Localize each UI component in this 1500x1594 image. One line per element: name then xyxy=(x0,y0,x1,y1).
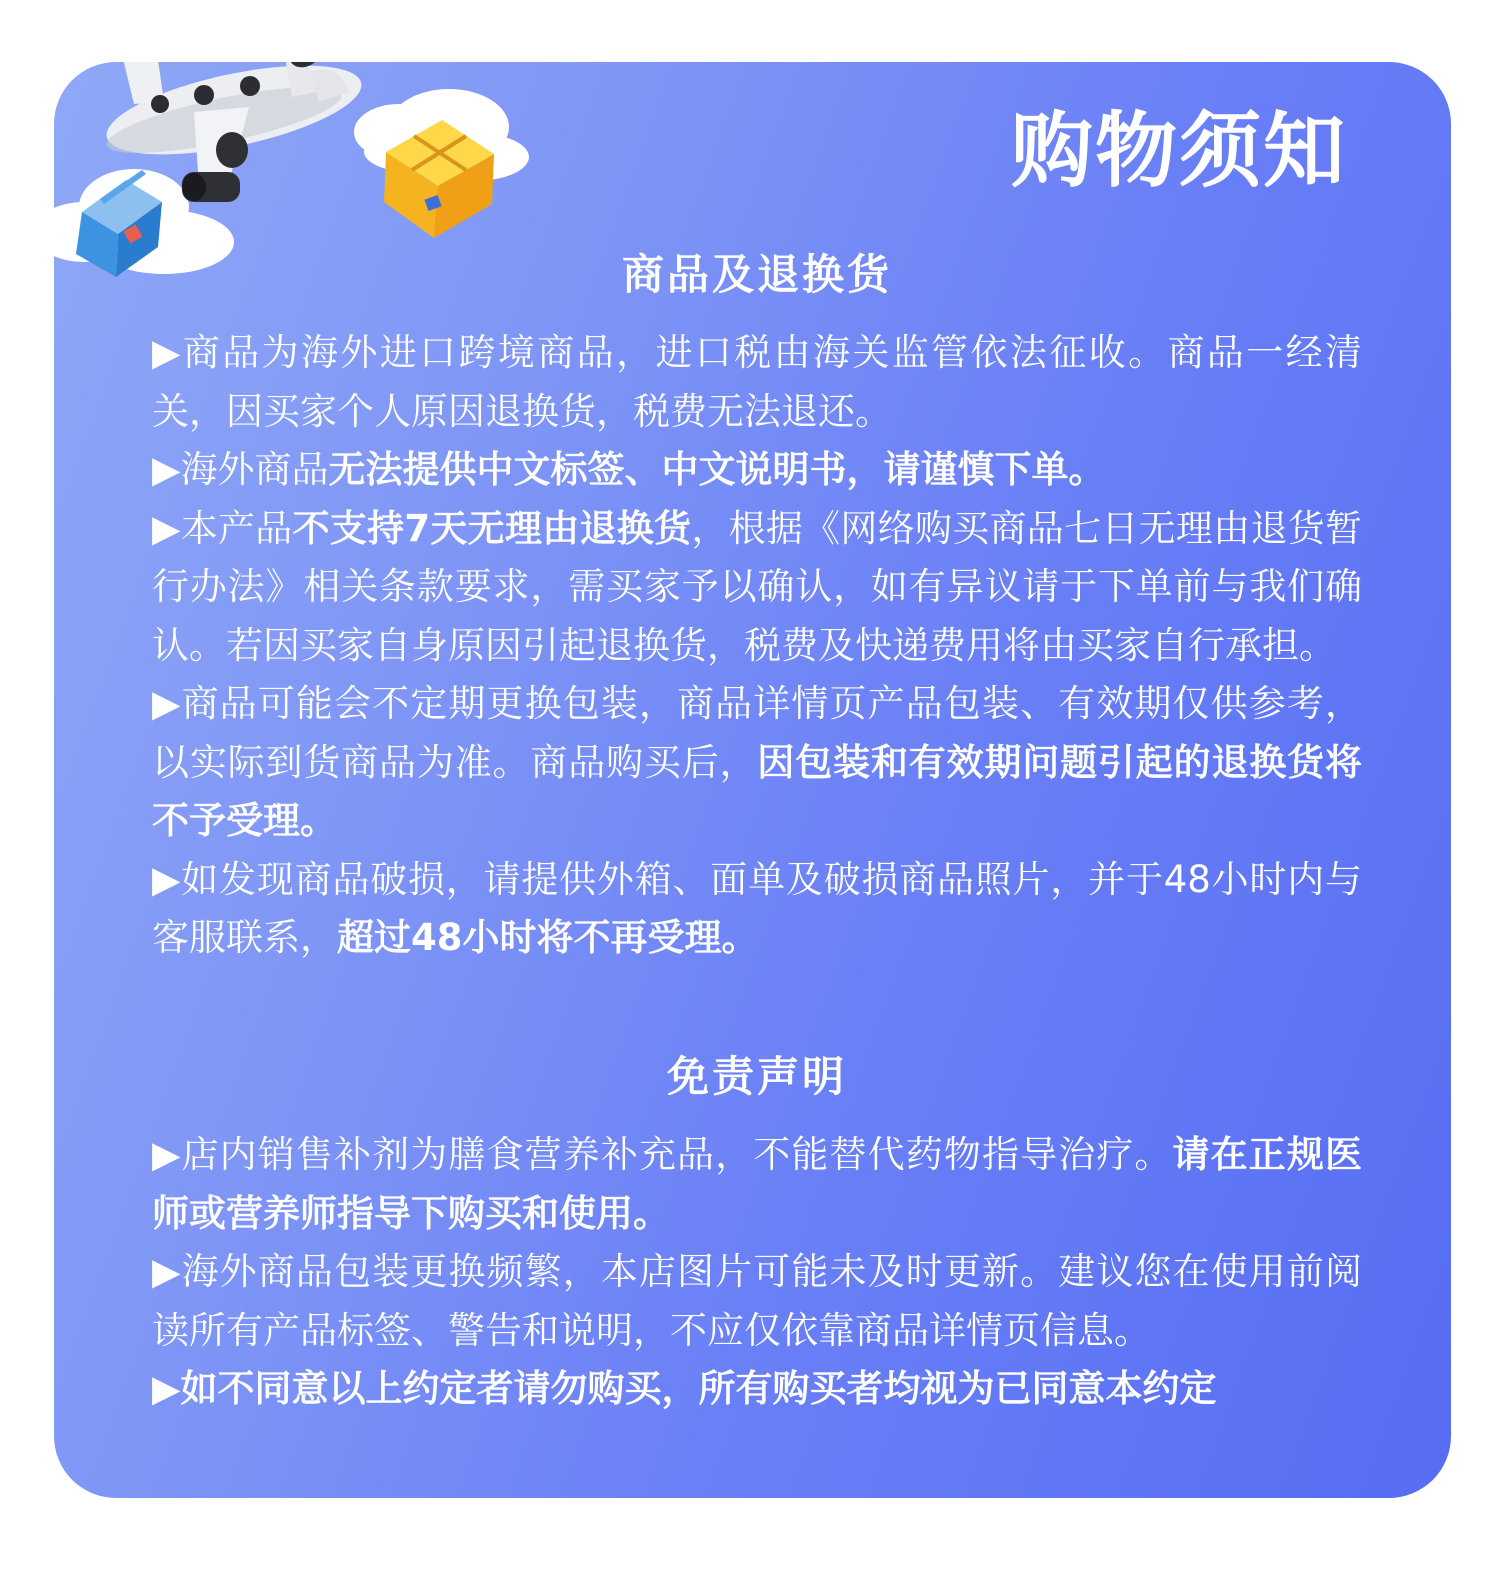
paragraph-text: ▶本产品 xyxy=(152,506,293,550)
section-title: 商品及退换货 xyxy=(621,250,892,299)
paragraph xyxy=(152,1243,1362,1360)
paragraph xyxy=(152,1126,1362,1243)
paragraph-bold-text: ▶如不同意以上约定者请勿购买，所有购买者均视为已同意本约定 xyxy=(152,1367,1217,1410)
paragraph-text: ▶如发现商品破损，请提供外箱、面单及破损商品照片，并于48小时内与客服联系， xyxy=(152,857,1362,959)
paragraph-bold-text: 无法提供中文标签、中文说明书，请谨慎下单。 xyxy=(328,448,1106,491)
paragraph-bold-text: 超过48小时将不再受理。 xyxy=(337,916,759,959)
paragraph-text: ▶海外商品包装更换频繁，本店图片可能未及时更新。建议您在使用前阅读所有产品标签、警告和说明，不应仅依靠商品详情页信息。 xyxy=(152,1250,1362,1352)
paragraph-text: ，根据《网络购买商品七日无理由退货暂行办法》相关条款要求，需买家予以确认，如有异议请于下单前与我们确认。若因买家自身原因引起退换货，税费及快递费用将由买家自行承担。 xyxy=(152,506,1362,667)
paragraph-bold-text: 不支持7天无理由退换货 xyxy=(292,506,692,550)
section-returns xyxy=(152,240,1362,968)
paragraph-bold-text: 因包装和有效期问题引起的退换货将不予受理。 xyxy=(152,740,1363,842)
notice-card xyxy=(54,62,1451,1498)
page-title: 购物须知 xyxy=(1010,104,1347,199)
paragraph-text: ▶商品可能会不定期更换包装，商品详情页产品包装、有效期仅供参考，以实际到货商品为准。商品购买后， xyxy=(152,682,1362,784)
paragraph-text: ▶店内销售补剂为膳食营养补充品，不能替代药物指导治疗。 xyxy=(152,1133,1173,1176)
paragraph xyxy=(152,851,1362,968)
paragraph-bold-text: 请在正规医师或营养师指导下购买和使用。 xyxy=(152,1133,1363,1235)
section-title: 免责声明 xyxy=(666,1052,847,1101)
paragraph xyxy=(152,500,1362,676)
paragraph xyxy=(152,675,1362,851)
paragraph xyxy=(152,1360,1362,1419)
paragraph-text: ▶海外商品 xyxy=(152,448,329,491)
paragraph xyxy=(152,441,1362,500)
paragraph-text: ▶商品为海外进口跨境商品，进口税由海关监管依法征收。商品一经清关，因买家个人原因退换货，税费无法退还。 xyxy=(152,331,1362,433)
paragraph xyxy=(152,324,1362,441)
section-disclaimer xyxy=(152,1042,1362,1419)
